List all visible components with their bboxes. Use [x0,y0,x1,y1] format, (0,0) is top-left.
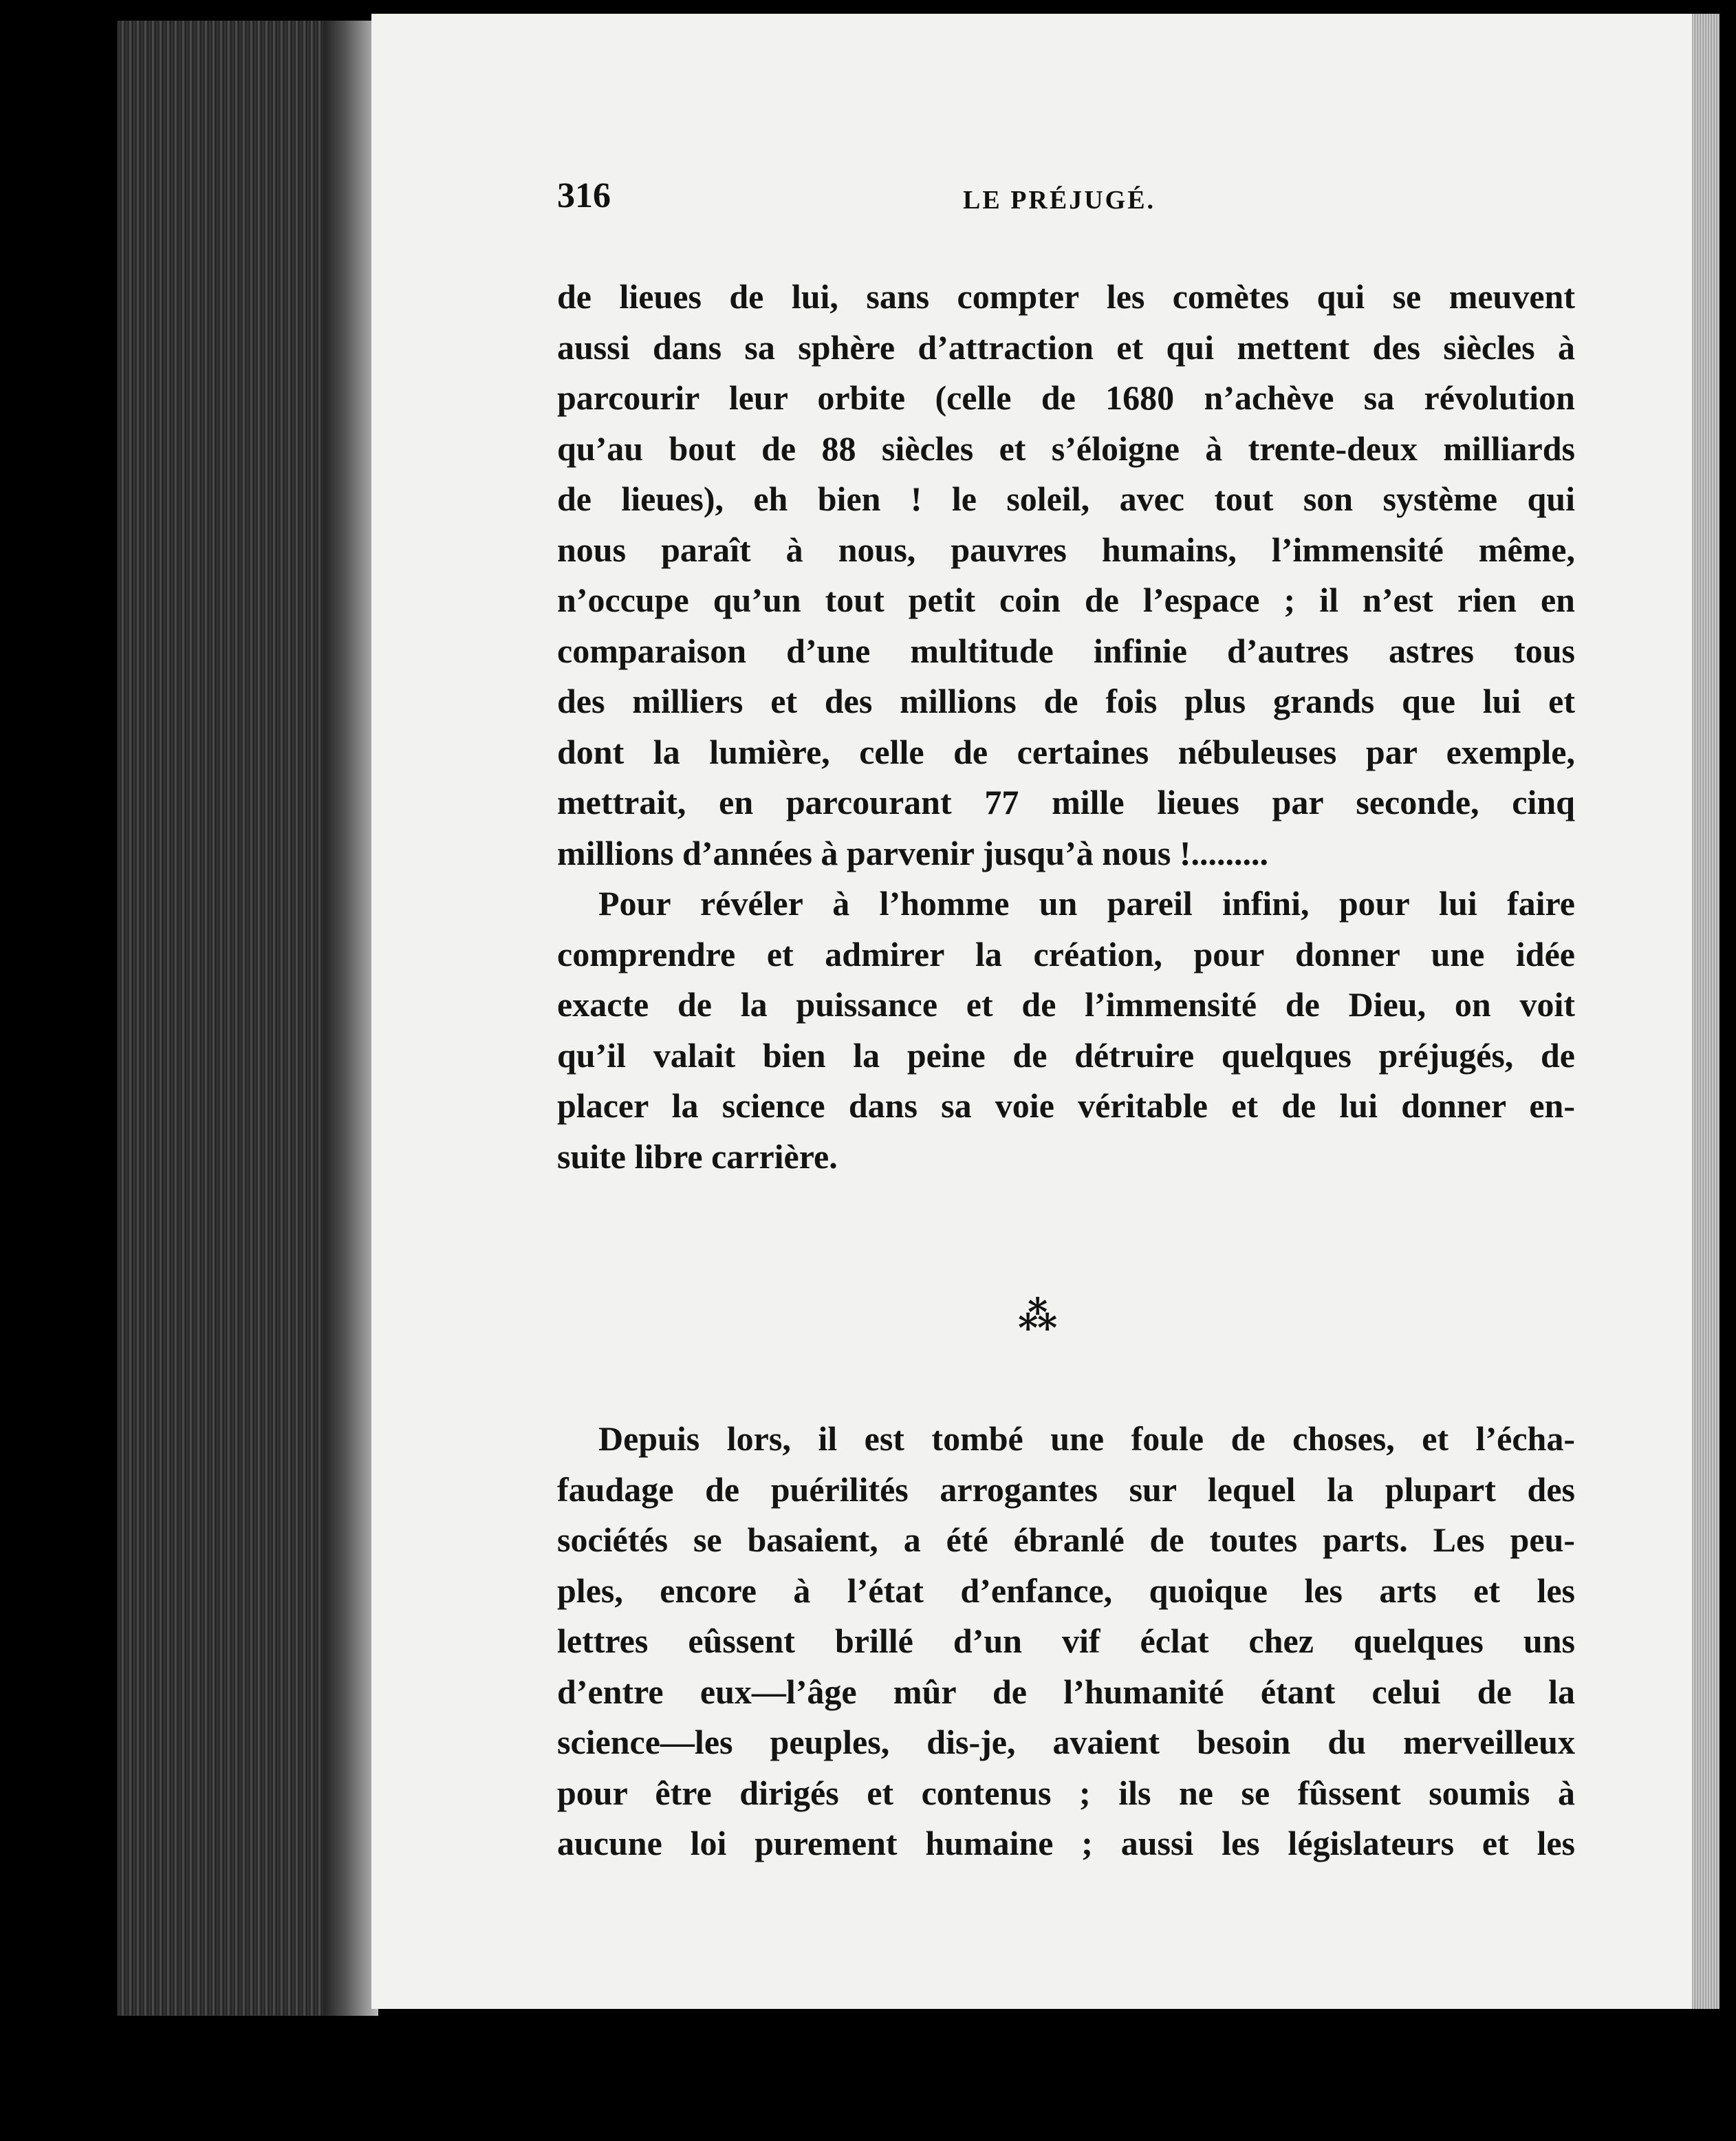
text-line: exacte de la puissance et de l’immensité de Dieu, on voit [557,985,1575,1024]
text-line: lettres eûssent brillé d’un vif éclat chez quelques uns [557,1622,1575,1660]
text-line: pour être dirigés et contenus ; ils ne se fûssent soumis à [557,1773,1575,1812]
text-line: sociétés se basaient, a été ébranlé de toutes parts. Les peu- [557,1520,1575,1559]
page-right-edge [1692,14,1719,2009]
text-line: aucune loi purement humaine ; aussi les législateurs et les [557,1824,1575,1862]
paragraph-1 [557,272,1575,879]
text-line: parcourir leur orbite (celle de 1680 n’achève sa révolution [557,378,1575,417]
text-line: comprendre et admirer la création, pour donner une idée [557,934,1575,973]
body-text-bottom [557,1414,1575,1869]
text-line: ples, encore à l’état d’enfance, quoique les arts et les [557,1571,1575,1610]
text-line: qu’au bout de 88 siècles et s’éloigne à trente-deux milliards [557,429,1575,468]
bottom-margin [0,2016,1736,2141]
page-number: 316 [557,176,611,215]
text-line: dont la lumière, celle de certaines nébuleuses par exemple, [557,732,1575,771]
text-line: faudage de puérilités arrogantes sur lequel la plupart des [557,1470,1575,1509]
text-line: comparaison d’une multitude infinie d’autres astres tous [557,631,1575,670]
text-line: suite libre carrière. [557,1137,838,1176]
text-line: d’entre eux—l’âge mûr de l’humanité étant celui de la [557,1672,1575,1711]
text-line: de lieues de lui, sans compter les comètes qui se meuvent [557,277,1575,316]
text-line: millions d’années à parvenir jusqu’à nous !......... [557,833,1268,872]
text-line: science—les peuples, dis-je, avaient besoin du merveilleux [557,1723,1575,1761]
text-line: nous paraît à nous, pauvres humains, l’immensité même, [557,530,1575,569]
page-header [557,175,1575,230]
text-line: mettrait, en parcourant 77 mille lieues par seconde, cinq [557,783,1575,821]
asterism-separator: ⁂ [1018,1293,1058,1339]
text-line: n’occupe qu’un tout petit coin de l’espace ; il n’est rien en [557,581,1575,619]
spine-shadow [323,21,378,2016]
text-line: de lieues), eh bien ! le soleil, avec tout son système qui [557,480,1575,518]
text-line: des milliers et des millions de fois plus grands que lui et [557,682,1575,720]
paragraph-3 [557,1414,1575,1869]
text-line: aussi dans sa sphère d’attraction et qui mettent des siècles à [557,327,1575,367]
text-line: qu’il valait bien la peine de détruire quelques préjugés, de [557,1035,1575,1075]
text-line: placer la science dans sa voie véritable et de lui donner en- [557,1086,1575,1125]
paragraph-2 [557,879,1575,1182]
text-line: Pour révéler à l’homme un pareil infini, pour lui faire [598,884,1575,923]
text-line: Depuis lors, il est tombé une foule de choses, et l’écha- [598,1419,1575,1458]
running-head: LE PRÉJUGÉ. [963,186,1156,215]
body-text-top [557,272,1575,1182]
